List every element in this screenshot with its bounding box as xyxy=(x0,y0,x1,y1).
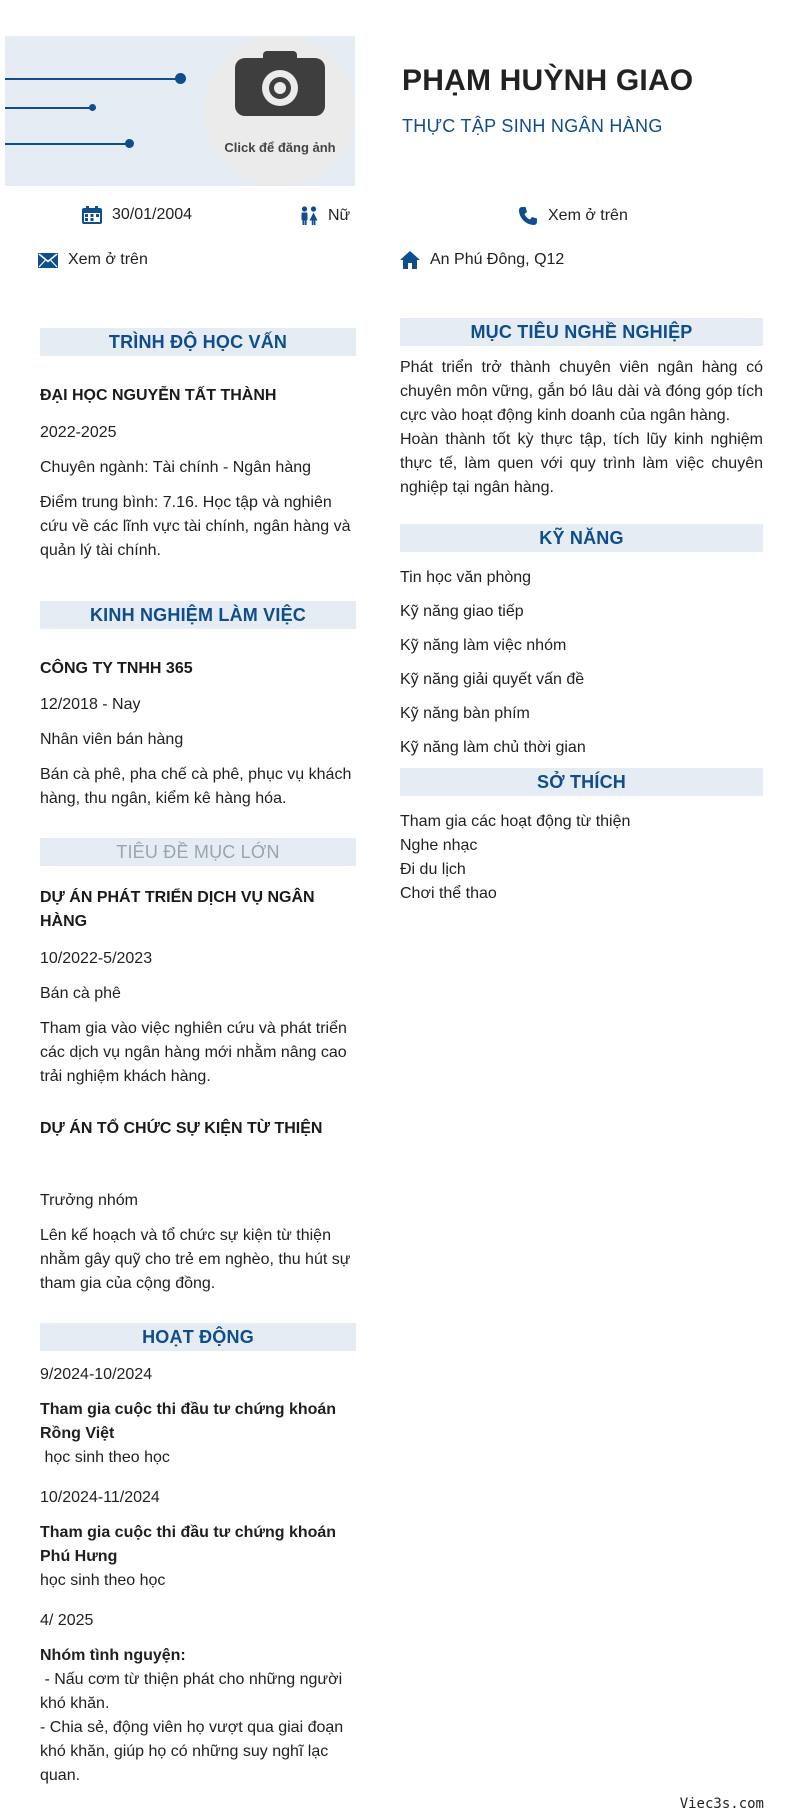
activity-3-title: Nhóm tình nguyện: xyxy=(40,1647,186,1664)
project-2-role: Trưởng nhóm xyxy=(40,1192,138,1209)
objective-heading: MỤC TIÊU NGHỀ NGHIỆP xyxy=(400,318,763,346)
contact-phone xyxy=(518,206,628,226)
photo-caption: Click để đăng ảnh xyxy=(224,140,336,155)
project-1-period: 10/2022-5/2023 xyxy=(40,950,153,967)
education-period: 2022-2025 xyxy=(40,424,117,441)
skill-item: Tin học văn phòng xyxy=(400,569,532,586)
activity-2-period: 10/2024-11/2024 xyxy=(40,1489,160,1506)
objective-paragraph-1: Phát triển trở thành chuyên viên ngân hàng có chuyên môn vững, gắn bó lâu dài và đóng góp tích cực vào hoạt động kinh doanh của ngân hàng. xyxy=(400,359,763,424)
hobby-item: Đi du lịch xyxy=(400,861,466,878)
contact-gender xyxy=(300,206,350,226)
activity-1-detail: học sinh theo học xyxy=(40,1449,170,1466)
activity-2-title: Tham gia cuộc thi đầu tư chứng khoán Phú Hưng xyxy=(40,1524,337,1565)
skill-item: Kỹ năng giải quyết vấn đề xyxy=(400,671,585,688)
skills-heading: KỸ NĂNG xyxy=(400,524,763,552)
hobbies-heading: SỞ THÍCH xyxy=(400,768,763,796)
skill-item: Kỹ năng làm việc nhóm xyxy=(400,637,567,654)
home-icon xyxy=(400,251,420,269)
birthday-text: 30/01/2004 xyxy=(112,206,193,223)
photo-upload[interactable] xyxy=(205,36,355,186)
decor-line-3 xyxy=(5,143,129,145)
decor-dot-1 xyxy=(175,73,186,84)
project-2-description: Lên kế hoạch và tổ chức sự kiện từ thiện nhằm gây quỹ cho trẻ em nghèo, thu hút sự tham gia của cộng đồng. xyxy=(40,1227,351,1292)
activity-3-period: 4/ 2025 xyxy=(40,1612,94,1629)
contact-birthday xyxy=(82,206,192,224)
education-school: ĐẠI HỌC NGUYỄN TẤT THÀNH xyxy=(40,387,277,404)
activity-3-detail-2: - Chia sẻ, động viên họ vượt qua giai đoạn khó khăn, giúp họ có những suy nghĩ lạc quan. xyxy=(40,1719,344,1784)
project-2-title: DỰ ÁN TỔ CHỨC SỰ KIỆN TỪ THIỆN xyxy=(40,1120,323,1137)
experience-position: Nhân viên bán hàng xyxy=(40,731,184,748)
activity-2-detail: học sinh theo học xyxy=(40,1572,166,1589)
phone-icon xyxy=(518,206,538,226)
skill-item: Kỹ năng bàn phím xyxy=(400,705,530,722)
education-description: Điểm trung bình: 7.16. Học tập và nghiên cứu về các lĩnh vực tài chính, ngân hàng và quản lý tài chính. xyxy=(40,494,351,559)
decor-dot-2 xyxy=(89,104,96,111)
experience-period: 12/2018 - Nay xyxy=(40,696,141,713)
phone-text: Xem ở trên xyxy=(548,207,628,224)
activity-1-title: Tham gia cuộc thi đầu tư chứng khoán Rồng Việt xyxy=(40,1401,337,1442)
left-column xyxy=(40,328,356,1788)
watermark: Viec3s.com xyxy=(679,1796,764,1812)
skill-item: Kỹ năng giao tiếp xyxy=(400,603,524,620)
experience-company: CÔNG TY TNHH 365 xyxy=(40,660,193,677)
project-1-title: DỰ ÁN PHÁT TRIỂN DỊCH VỤ NGÂN HÀNG xyxy=(40,889,315,930)
skill-item: Kỹ năng làm chủ thời gian xyxy=(400,739,586,756)
activity-1-period: 9/2024-10/2024 xyxy=(40,1366,153,1383)
project-1-role: Bán cà phê xyxy=(40,985,121,1002)
email-text: Xem ở trên xyxy=(68,251,148,268)
hobby-item: Tham gia các hoạt động từ thiện xyxy=(400,813,631,830)
right-column xyxy=(400,318,763,906)
contact-email xyxy=(38,251,148,269)
envelope-icon xyxy=(38,253,58,268)
candidate-name: PHẠM HUỲNH GIAO xyxy=(402,64,694,97)
decor-line-2 xyxy=(5,107,93,109)
education-major: Chuyên ngành: Tài chính - Ngân hàng xyxy=(40,459,312,476)
calendar-icon xyxy=(82,206,102,224)
decor-dot-3 xyxy=(125,139,134,148)
projects-heading: TIÊU ĐỀ MỤC LỚN xyxy=(40,838,356,866)
address-text: An Phú Đông, Q12 xyxy=(430,251,565,268)
education-heading: TRÌNH ĐỘ HỌC VẤN xyxy=(40,328,356,356)
contact-address xyxy=(400,251,564,269)
experience-description: Bán cà phê, pha chế cà phê, phục vụ khách hàng, thu ngân, kiểm kê hàng hóa. xyxy=(40,766,352,807)
objective-paragraph-2: Hoàn thành tốt kỳ thực tập, tích lũy kinh nghiệm thực tế, làm quen với quy trình làm việc chuyên nghiệp tại ngân hàng. xyxy=(400,431,763,496)
project-1-description: Tham gia vào việc nghiên cứu và phát triển các dịch vụ ngân hàng mới nhằm nâng cao trải nghiệm khách hàng. xyxy=(40,1020,347,1085)
activities-heading: HOẠT ĐỘNG xyxy=(40,1323,356,1351)
hobby-item: Nghe nhạc xyxy=(400,837,478,854)
people-icon xyxy=(300,206,318,226)
decor-line-1 xyxy=(5,78,181,80)
experience-heading: KINH NGHIỆM LÀM VIỆC xyxy=(40,601,356,629)
job-title: THỰC TẬP SINH NGÂN HÀNG xyxy=(402,116,663,136)
activity-3-detail-1: - Nấu cơm từ thiện phát cho những người khó khăn. xyxy=(40,1671,347,1712)
gender-text: Nữ xyxy=(328,207,351,224)
hobby-item: Chơi thể thao xyxy=(400,885,497,902)
